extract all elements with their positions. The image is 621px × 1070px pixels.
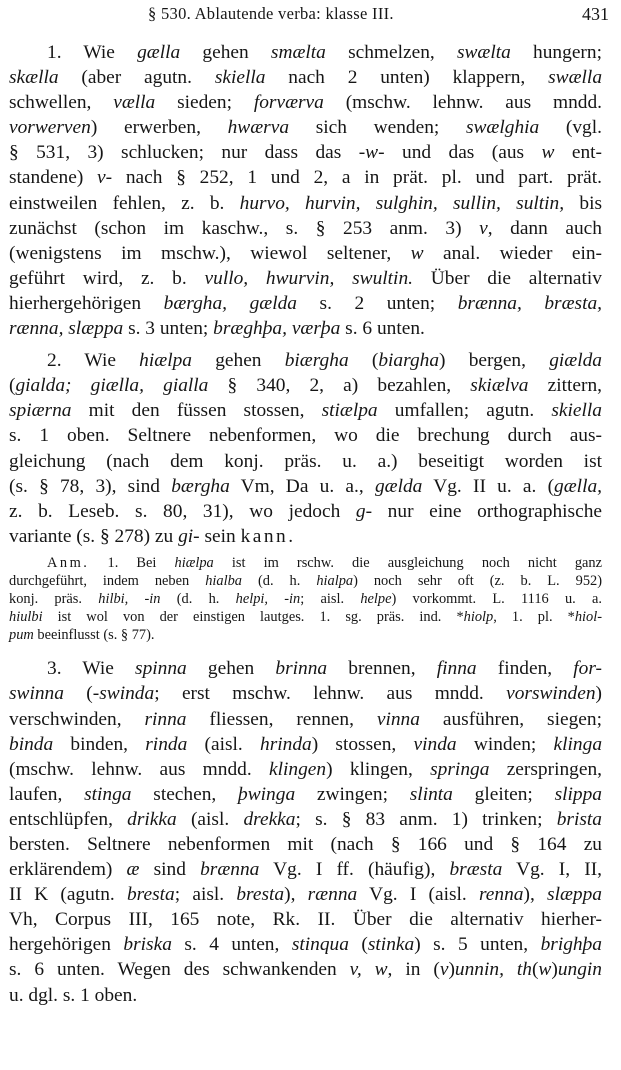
italic-word: vullo, hwurvin, swultin. <box>204 267 413 289</box>
italic-word: rænna <box>307 884 358 906</box>
text-run: ) <box>448 959 455 981</box>
italic-word: biærgha <box>284 350 349 372</box>
italic-word: slinta <box>409 783 453 805</box>
text-run: mit den füssen stossen, <box>71 400 322 422</box>
running-header <box>0 4 621 28</box>
text-line <box>9 782 602 807</box>
text-run: , dann auch <box>487 217 602 239</box>
paragraph-3 <box>9 656 602 1007</box>
text-line <box>9 474 602 499</box>
text-run: (wenigstens im mschw.), wiewol seltener, <box>9 242 411 264</box>
text-run: ( <box>9 375 16 397</box>
text-line <box>9 449 602 474</box>
italic-word: v- <box>97 167 113 189</box>
italic-word: bræghþa, værþa <box>213 318 341 340</box>
text-run: durchgeführt, indem neben <box>9 572 206 589</box>
text-line <box>9 191 602 216</box>
text-run: zunächst (schon im kaschw., s. § 253 anm. 3) <box>9 217 480 239</box>
italic-word: skiella <box>214 67 266 89</box>
italic-word: w <box>410 242 424 264</box>
italic-word: giælda <box>549 350 602 372</box>
italic-word: bresta <box>236 884 285 906</box>
text-line <box>9 907 602 932</box>
italic-word: hiolp <box>463 609 494 626</box>
text-line <box>9 423 602 448</box>
text-run: II K (agutn. <box>9 884 127 906</box>
text-run: (d. h. <box>241 572 317 589</box>
text-run: beeinflusst (s. § 77). <box>33 627 155 644</box>
text-run: ) vorkommt. L. 1116 u. a. <box>391 591 603 608</box>
text-run: 2. Wie <box>47 350 140 372</box>
text-run: s. 4 unten, <box>171 934 292 956</box>
text-run: (aber agutn. <box>58 67 215 89</box>
italic-word: bærgha <box>171 475 230 497</box>
text-run: sind <box>139 859 201 881</box>
text-line <box>9 90 602 115</box>
text-line <box>9 732 602 757</box>
text-run: Über die alternativ <box>412 267 602 289</box>
text-run: ) bergen, <box>439 350 550 372</box>
text-run: s. 6 unten. Wegen des schwankenden <box>9 959 350 981</box>
italic-word: hiælpa <box>174 554 214 571</box>
text-line <box>9 40 602 65</box>
italic-word: swælghia <box>465 117 540 139</box>
page-body <box>9 40 602 1008</box>
italic-word: swælla <box>548 67 603 89</box>
italic-word: for- <box>573 658 602 680</box>
text-line <box>9 140 602 165</box>
italic-word: spiærna <box>9 400 72 422</box>
italic-word: gælla, <box>554 475 602 497</box>
text-line <box>9 524 602 549</box>
text-run: stechen, <box>131 783 239 805</box>
text-run: zwingen; <box>295 783 410 805</box>
text-run: ist wol von der einstigen lautges. 1. sg. präs. ind. * <box>42 609 464 626</box>
italic-word: vinna <box>376 708 420 730</box>
text-run: s. 2 unten; <box>296 292 458 314</box>
italic-word: slæppa <box>547 884 602 906</box>
text-run: ; erst mschw. lehnw. aus mndd. <box>154 683 507 705</box>
text-line <box>9 216 602 241</box>
text-run: (aisl. <box>176 808 244 830</box>
text-run: gleiten; <box>452 783 555 805</box>
text-run: hungern; <box>510 42 602 63</box>
text-run: nach § 252, 1 und 2, a in prät. pl. und part. prät. <box>112 167 602 189</box>
text-run: entschlüpfen, <box>9 808 128 830</box>
italic-word: vinda <box>413 733 457 755</box>
italic-word: brighþa <box>540 934 602 956</box>
text-run: ) noch sehr oft (z. b. L. 952) <box>353 572 603 589</box>
text-run: (s. § 78, 3), sind <box>9 475 172 497</box>
text-run: ausführen, siegen; <box>419 708 602 730</box>
italic-word: skælla <box>9 67 59 89</box>
italic-word: hiulbi <box>9 609 43 626</box>
text-run: finden, <box>476 658 574 680</box>
text-line <box>9 115 602 140</box>
text-run: , 1. pl. * <box>493 609 575 626</box>
text-run: fliessen, rennen, <box>186 708 377 730</box>
italic-word: drekka <box>243 808 296 830</box>
italic-word: bresta <box>126 884 175 906</box>
text-run: konj. präs. <box>9 591 99 608</box>
text-run: winden; <box>456 733 554 755</box>
running-title: § 530. Ablautende verba: klasse III. <box>148 4 394 23</box>
italic-word: stinqua <box>291 934 349 956</box>
italic-word: drikka <box>127 808 177 830</box>
text-run: verschwinden, <box>9 708 145 730</box>
text-run: 1. Bei <box>89 554 175 571</box>
italic-word: hurvo, hurvin, sulghin, sullin, sultin, <box>239 192 565 214</box>
text-line <box>9 499 602 524</box>
text-run: bersten. Seltnere nebenformen mit (nach § 166 und § 164 zu <box>9 834 602 855</box>
text-run: zerspringen, <box>489 758 602 780</box>
text-run: Vh, Corpus III, 165 note, Rk. II. Über die alternativ hierher- <box>9 909 602 931</box>
italic-word: briska <box>123 934 172 956</box>
italic-word: hwærva <box>227 117 290 139</box>
text-run: ; s. § 83 anm. 1) trinken; <box>295 808 557 830</box>
italic-word: rænna, slæppa <box>9 318 124 340</box>
text-line <box>9 590 602 608</box>
text-run: Vg. II u. a. ( <box>422 475 555 497</box>
text-run: einstweilen fehlen, z. b. <box>9 192 240 214</box>
italic-word: finna <box>436 658 477 680</box>
italic-word: brænna <box>200 859 260 881</box>
text-run: bis <box>564 192 602 214</box>
italic-word: binda <box>9 733 54 755</box>
italic-word: vælla <box>113 92 156 114</box>
text-run: geführt wird, z. b. <box>9 267 205 289</box>
italic-word: vorwerven <box>9 117 91 139</box>
italic-word: þwinga <box>238 783 296 805</box>
text-run: s. 6 unten. <box>340 318 425 340</box>
text-run: ) erwerben, <box>90 117 228 139</box>
text-run: brennen, <box>327 658 437 680</box>
text-run: standene) <box>9 167 98 189</box>
text-run: 3. Wie <box>47 658 136 680</box>
text-run: ist im rschw. die ausgleichung noch nicht ganz <box>213 554 602 571</box>
italic-word: forværva <box>253 92 324 114</box>
text-line <box>9 266 602 291</box>
page-number: 431 <box>582 4 609 24</box>
text-run: schwellen, <box>9 92 114 114</box>
italic-word: slippa <box>554 783 602 805</box>
italic-word: hialba <box>205 572 242 589</box>
text-run: § 531, 3) schlucken; nur dass das <box>9 142 359 164</box>
italic-word: skiella <box>551 400 602 422</box>
text-run: (d. h. <box>160 591 236 608</box>
text-run: Vg. I ff. (häufig), <box>259 859 450 881</box>
text-run: variante (s. § 278) zu <box>9 525 179 547</box>
italic-word: renna <box>478 884 524 906</box>
text-line <box>9 554 602 572</box>
text-line <box>9 572 602 590</box>
text-run: Vg. I (aisl. <box>357 884 479 906</box>
italic-word: springa <box>430 758 490 780</box>
italic-word: bærgha, gælda <box>163 292 297 314</box>
text-run: ent- <box>554 142 602 164</box>
text-line <box>9 807 602 832</box>
italic-word: stinga <box>84 783 132 805</box>
text-run: z. b. Leseb. s. 80, 31), wo jedoch <box>9 500 356 522</box>
text-run: u. dgl. s. 1 oben. <box>9 984 138 1006</box>
text-run: ( <box>348 350 379 372</box>
italic-word: brista <box>556 808 602 830</box>
italic-word: g- <box>355 500 373 522</box>
text-run: kann. <box>240 525 296 547</box>
italic-word: -w- <box>358 142 385 164</box>
italic-word: v <box>479 217 488 239</box>
italic-word: v, w <box>349 959 388 981</box>
text-run: ( <box>531 959 539 981</box>
text-line <box>9 65 602 90</box>
text-run: § 340, 2, a) bezahlen, <box>208 375 471 397</box>
text-run: hierhergehörigen <box>9 292 164 314</box>
text-line <box>9 626 602 644</box>
italic-word: w <box>538 959 552 981</box>
text-run: erklärendem) <box>9 859 127 881</box>
italic-word: klinga <box>553 733 603 755</box>
text-run: Vm, Da u. a., <box>229 475 375 497</box>
text-run: ( <box>63 683 93 705</box>
italic-word: gælda <box>374 475 423 497</box>
text-line <box>9 932 602 957</box>
text-run: ( <box>348 934 368 956</box>
text-run: hergehörigen <box>9 934 124 956</box>
text-line <box>9 656 602 681</box>
text-line <box>9 983 602 1008</box>
text-line <box>9 707 602 732</box>
paragraph-1 <box>9 40 602 341</box>
text-run: ) klingen, <box>326 758 431 780</box>
text-run: gehen <box>186 658 276 680</box>
text-line <box>9 241 602 266</box>
text-run: umfallen; agutn. <box>377 400 552 422</box>
italic-word: smælta <box>270 42 326 63</box>
italic-word: rinna <box>144 708 187 730</box>
text-run: sich wenden; <box>289 117 466 139</box>
text-line <box>9 348 602 373</box>
text-run: (mschw. lehnw. aus mndd. <box>323 92 602 114</box>
italic-word: gælla <box>137 42 181 63</box>
italic-word: gialda; giælla, gialla <box>15 375 209 397</box>
italic-word: hrinda <box>260 733 312 755</box>
italic-word: gi- <box>178 525 200 547</box>
italic-word: stinka <box>367 934 415 956</box>
paragraph-2 <box>9 348 602 549</box>
italic-word: ungin <box>557 959 602 981</box>
text-run: ) <box>551 959 558 981</box>
text-line <box>9 757 602 782</box>
text-line <box>9 857 602 882</box>
text-run: 1. Wie <box>47 42 138 63</box>
italic-word: swælta <box>456 42 511 63</box>
italic-word: helpi, -in <box>235 591 301 608</box>
italic-word: biargha <box>378 350 440 372</box>
text-run: gleichung (nach dem konj. präs. u. a.) beseitigt worden ist <box>9 450 602 472</box>
text-line <box>9 398 602 423</box>
italic-word: bræsta <box>449 859 503 881</box>
italic-word: æ <box>126 859 140 881</box>
text-run: (aisl. <box>187 733 260 755</box>
text-line <box>9 957 602 982</box>
italic-word: pum <box>9 627 34 644</box>
italic-word: brinna <box>275 658 328 680</box>
italic-word: brænna, bræsta, <box>457 292 603 314</box>
text-line <box>9 291 602 316</box>
text-run: zittern, <box>528 375 602 397</box>
text-run: ) s. 5 unten, <box>414 934 541 956</box>
text-run: nach 2 unten) klappern, <box>265 67 549 89</box>
italic-word: -swinda <box>92 683 155 705</box>
text-run: s. 1 oben. Seltnere nebenformen, wo die brechung durch aus- <box>9 425 602 447</box>
text-run: (mschw. lehnw. aus mndd. <box>9 758 269 780</box>
italic-word: hilbi, -in <box>98 591 161 608</box>
text-run: ), <box>284 884 308 906</box>
text-run: , in ( <box>387 959 440 981</box>
italic-word: skiælva <box>470 375 529 397</box>
italic-word: hiælpa <box>139 350 192 372</box>
text-run: Vg. I, II, <box>502 859 602 881</box>
text-line <box>9 681 602 706</box>
italic-word: swinna <box>9 683 64 705</box>
italic-word: rinda <box>145 733 188 755</box>
italic-word: klingen <box>269 758 327 780</box>
text-run: gehen <box>191 350 285 372</box>
text-run: binden, <box>53 733 146 755</box>
italic-word: spinna <box>135 658 187 680</box>
text-run: gehen <box>180 42 271 63</box>
text-run: sein <box>199 525 241 547</box>
text-run: Anm. <box>47 554 90 571</box>
text-line <box>9 316 602 341</box>
italic-word: hiol- <box>574 609 602 626</box>
text-line <box>9 165 602 190</box>
text-line <box>9 373 602 398</box>
text-line <box>9 882 602 907</box>
text-run: s. 3 unten; <box>123 318 214 340</box>
italic-word: hialpa <box>316 572 354 589</box>
text-line <box>9 832 602 857</box>
italic-word: w <box>541 142 555 164</box>
text-run: ) stossen, <box>311 733 414 755</box>
italic-word: vorswinden <box>506 683 596 705</box>
text-run: laufen, <box>9 783 85 805</box>
text-run: schmelzen, <box>325 42 457 63</box>
text-run: ) <box>595 683 602 705</box>
text-run: nur eine orthographische <box>372 500 602 522</box>
text-run: und das (aus <box>384 142 542 164</box>
text-run: ; aisl. <box>300 591 361 608</box>
text-run: ; aisl. <box>174 884 237 906</box>
italic-word: unnin, th <box>454 959 532 981</box>
italic-word: helpe <box>360 591 392 608</box>
text-run: (vgl. <box>539 117 602 139</box>
text-line <box>9 608 602 626</box>
text-run: ), <box>523 884 548 906</box>
text-run: anal. wieder ein- <box>423 242 603 264</box>
text-run: sieden; <box>155 92 254 114</box>
italic-word: v <box>439 959 449 981</box>
annotation-note <box>9 554 602 644</box>
italic-word: stiælpa <box>321 400 378 422</box>
